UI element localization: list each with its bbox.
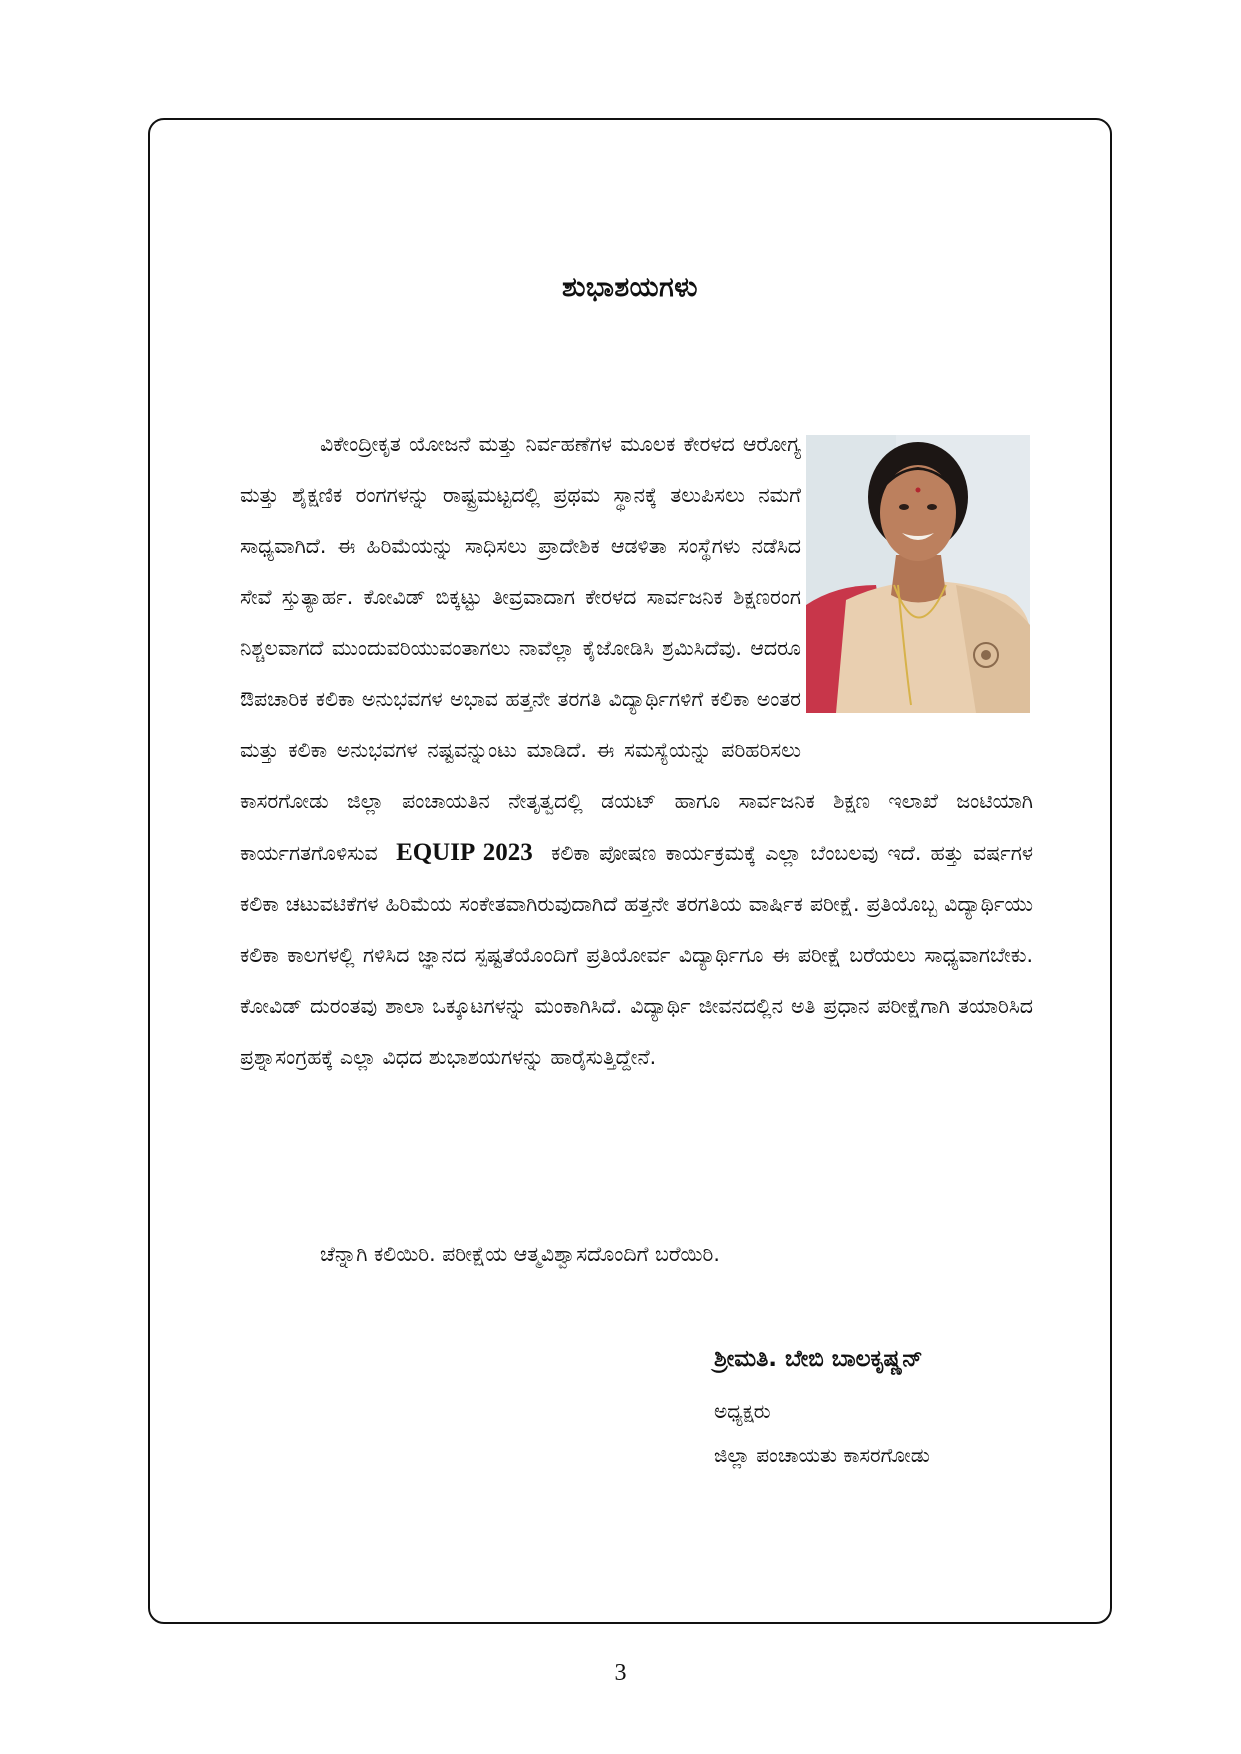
equip-brand: EQUIP 2023 bbox=[396, 839, 533, 866]
page-title: ಶುಭಾಶಯಗಳು bbox=[562, 272, 698, 303]
page-number: 3 bbox=[614, 1660, 627, 1686]
body-text-part-1: ವಿಕೇಂದ್ರೀಕೃತ ಯೋಜನೆ ಮತ್ತು ನಿರ್ವಹಣೆಗಳ ಮೂಲಕ ಕೇರಳದ ಆರೋಗ್ಯ ಮತ್ತು ಶೈಕ್ಷಣಿಕ ರಂಗಗಳನ್ನು ರಾಷ್ಟ್ರಮಟ್ಟದಲ್ಲಿ ಪ್ರಥಮ ಸ್ಥಾನಕ್ಕೆ ತಲುಪಿಸಲು ನಮಗೆ ಸಾಧ್ಯವಾಗಿದೆ. ಈ ಹಿರಿಮೆಯನ್ನು ಸಾಧಿಸಲು ಪ್ರಾದೇಶಿಕ ಆಡಳಿತಾ ಸಂಸ್ಥೆಗಳು ನಡೆಸಿದ ಸೇವೆ ಸ್ತುತ್ಯಾರ್ಹ. ಕೋವಿಡ್ ಬಿಕ್ಕಟ್ಟು ತೀವ್ರವಾದಾಗ ಕೇರಳದ ಸಾರ್ವಜನಿಕ ಶಿಕ್ಷಣರಂಗ ನಿಶ್ಚಲವಾಗದೆ ಮುಂದುವರಿಯುವಂತಾಗಲು ನಾವೆಲ್ಲಾ ಕೈಜೋಡಿಸಿ ಶ್ರಮಿಸಿದೆವು. ಆದರೂ ಔಪಚಾರಿಕ ಕಲಿಕಾ ಅನುಭವಗಳ ಅಭಾವ ಹತ್ತನೇ ತರಗತಿ ವಿದ್ಯಾರ್ಥಿಗಳಿಗೆ ಕಲಿಕಾ ಅಂತರ ಮತ್ತು ಕಲಿಕಾ ಅನುಭವಗಳ ನಷ್ಟವನ್ನುಂಟು ಮಾಡಿದೆ. ಈ ಸಮಸ್ಯೆಯನ್ನು ಪರಿಹರಿಸಲು ಕಾಸರಗೋಡು ಜಿಲ್ಲಾ ಪಂಚಾಯತಿನ ನೇತೃತ್ವದಲ್ಲಿ ಡಯಟ್ ಹಾಗೂ ಸಾರ್ವಜನಿಕ ಶಿಕ್ಷಣ ಇಲಾಖೆ ಜಂಟಿಯಾಗಿ ಕಾರ್ಯಗತಗೊಳಿಸುವ bbox=[240, 432, 1033, 865]
body-paragraph bbox=[240, 419, 1033, 1083]
body-text-part-2: ಕಲಿಕಾ ಪೋಷಣ ಕಾರ್ಯಕ್ರಮಕ್ಕೆ ಎಲ್ಲಾ ಬೆಂಬಲವು ಇದೆ. ಹತ್ತು ವರ್ಷಗಳ ಕಲಿಕಾ ಚಟುವಟಿಕೆಗಳ ಹಿರಿಮೆಯ ಸಂಕೇತವಾಗಿರುವುದಾಗಿದೆ ಹತ್ತನೇ ತರಗತಿಯ ವಾರ್ಷಿಕ ಪರೀಕ್ಷೆ. ಪ್ರತಿಯೊಬ್ಬ ವಿದ್ಯಾರ್ಥಿಯು ಕಲಿಕಾ ಕಾಲಗಳಲ್ಲಿ ಗಳಿಸಿದ ಜ್ಞಾನದ ಸ್ಪಷ್ಟತೆಯೊಂದಿಗೆ ಪ್ರತಿಯೋರ್ವ ವಿದ್ಯಾರ್ಥಿಗೂ ಈ ಪರೀಕ್ಷೆ ಬರೆಯಲು ಸಾಧ್ಯವಾಗಬೇಕು. ಕೋವಿಡ್ ದುರಂತವು ಶಾಲಾ ಒಕ್ಕೂಟಗಳನ್ನು ಮಂಕಾಗಿಸಿದೆ. ವಿದ್ಯಾರ್ಥಿ ಜೀವನದಲ್ಲಿನ ಅತಿ ಪ್ರಧಾನ ಪರೀಕ್ಷೆಗಾಗಿ ತಯಾರಿಸಿದ ಪ್ರಶ್ನಾಸಂಗ್ರಹಕ್ಕೆ ಎಲ್ಲಾ ವಿಧದ ಶುಭಾಶಯಗಳನ್ನು ಹಾರೈಸುತ್ತಿದ್ದೇನೆ. bbox=[240, 841, 1033, 1069]
photo-wrap-spacer bbox=[801, 419, 1033, 769]
closing-line bbox=[240, 1229, 1033, 1280]
signatory-designation: ಅಧ್ಯಕ್ಷರು bbox=[714, 1399, 771, 1423]
signatory-name: ಶ್ರೀಮತಿ. ಬೇಬಿ ಬಾಲಕೃಷ್ಣನ್ bbox=[714, 1346, 923, 1372]
signature-block bbox=[714, 1342, 1054, 1482]
signatory-office: ಜಿಲ್ಲಾ ಪಂಚಾಯತು ಕಾಸರಗೋಡು bbox=[714, 1443, 930, 1467]
closing-text: ಚೆನ್ನಾಗಿ ಕಲಿಯಿರಿ. ಪರೀಕ್ಷೆಯ ಆತ್ಮವಿಶ್ವಾಸದೊಂದಿಗೆ ಬರೆಯಿರಿ. bbox=[320, 1242, 720, 1266]
